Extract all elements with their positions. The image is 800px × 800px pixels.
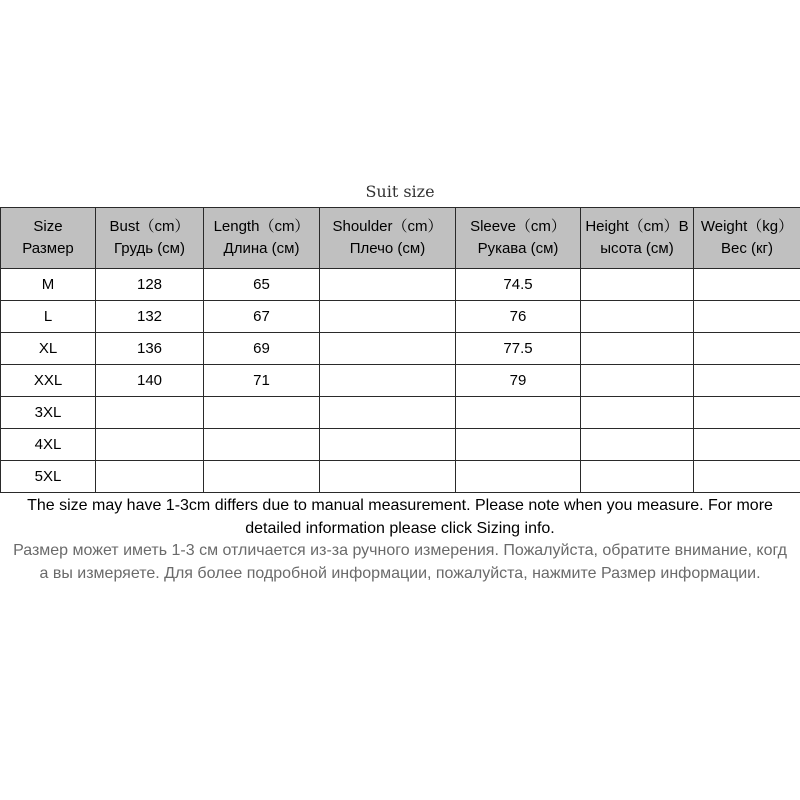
cell-shoulder: [320, 301, 456, 333]
cell-height: [581, 269, 694, 301]
cell-sleeve: [456, 397, 581, 429]
cell-bust: 136: [96, 333, 204, 365]
cell-length: 67: [204, 301, 320, 333]
table-row: [1, 397, 800, 429]
header-label-ru: Плечо (см): [349, 240, 426, 257]
header-label-en: Shoulder（cm）: [332, 218, 443, 235]
cell-shoulder: [320, 333, 456, 365]
cell-sleeve: [456, 461, 581, 493]
cell-height: [581, 429, 694, 461]
cell-shoulder: [320, 461, 456, 493]
cell-length: 71: [204, 365, 320, 397]
cell-height: [581, 461, 694, 493]
cell-length: [204, 461, 320, 493]
header-bust: [96, 208, 204, 269]
cell-sleeve: 74.5: [456, 269, 581, 301]
cell-shoulder: [320, 269, 456, 301]
cell-height: [581, 301, 694, 333]
cell-length: [204, 397, 320, 429]
cell-weight: [694, 301, 800, 333]
header-label-ru: Грудь (см): [114, 240, 185, 257]
header-label-ru: Размер: [22, 240, 74, 257]
cell-bust: [96, 397, 204, 429]
cell-shoulder: [320, 365, 456, 397]
header-weight: [694, 208, 800, 269]
table-row: [1, 301, 800, 333]
measurement-note-english: [0, 494, 800, 540]
table-row: [1, 365, 800, 397]
cell-height: [581, 365, 694, 397]
header-shoulder: [320, 208, 456, 269]
cell-size: XL: [1, 333, 96, 365]
cell-size: M: [1, 269, 96, 301]
cell-bust: [96, 429, 204, 461]
header-label-en: Sleeve（cm）: [470, 218, 566, 235]
size-table: [0, 207, 800, 493]
cell-bust: 132: [96, 301, 204, 333]
note-line: The size may have 1-3cm differs due to manual measurement. Please note when you measure. For more: [27, 497, 773, 514]
header-sleeve: [456, 208, 581, 269]
cell-weight: [694, 269, 800, 301]
cell-sleeve: [456, 429, 581, 461]
cell-length: 69: [204, 333, 320, 365]
cell-weight: [694, 397, 800, 429]
header-height: [581, 208, 694, 269]
cell-sleeve: 77.5: [456, 333, 581, 365]
cell-size: L: [1, 301, 96, 333]
cell-length: [204, 429, 320, 461]
chart-title: Suit size: [365, 182, 435, 201]
header-length: [204, 208, 320, 269]
cell-height: [581, 333, 694, 365]
table-header-row: [1, 208, 800, 269]
cell-size: XXL: [1, 365, 96, 397]
cell-shoulder: [320, 397, 456, 429]
header-label-ru: Длина (см): [223, 240, 300, 257]
cell-sleeve: 79: [456, 365, 581, 397]
cell-size: 4XL: [1, 429, 96, 461]
header-label-en: Weight（kg）: [700, 218, 794, 235]
cell-weight: [694, 365, 800, 397]
cell-weight: [694, 461, 800, 493]
table-row: [1, 269, 800, 301]
header-label-en: Bust（cm）: [109, 218, 190, 235]
header-label-ru: Вес (кг): [720, 240, 774, 257]
table-row: [1, 333, 800, 365]
header-label-en: Height（cm）В: [585, 218, 689, 235]
note-line: Размер может иметь 1-3 см отличается из-за ручного измерения. Пожалуйста, обратите внимание, когд: [13, 542, 787, 559]
note-line: а вы измеряете. Для более подробной информации, пожалуйста, нажмите Размер информации.: [39, 565, 761, 582]
header-label-en: Length（cm）: [213, 218, 310, 235]
cell-shoulder: [320, 429, 456, 461]
cell-weight: [694, 333, 800, 365]
cell-size: 5XL: [1, 461, 96, 493]
header-size: [1, 208, 96, 269]
cell-bust: 140: [96, 365, 204, 397]
note-line: detailed information please click Sizing info.: [245, 520, 555, 537]
cell-length: 65: [204, 269, 320, 301]
cell-height: [581, 397, 694, 429]
table-row: [1, 429, 800, 461]
measurement-note-russian: [0, 539, 800, 585]
header-label-ru: ысота (см): [600, 240, 674, 257]
header-label-ru: Рукава (см): [477, 240, 559, 257]
cell-size: 3XL: [1, 397, 96, 429]
cell-bust: 128: [96, 269, 204, 301]
cell-weight: [694, 429, 800, 461]
header-label-en: Size: [33, 218, 63, 235]
table-row: [1, 461, 800, 493]
cell-bust: [96, 461, 204, 493]
cell-sleeve: 76: [456, 301, 581, 333]
